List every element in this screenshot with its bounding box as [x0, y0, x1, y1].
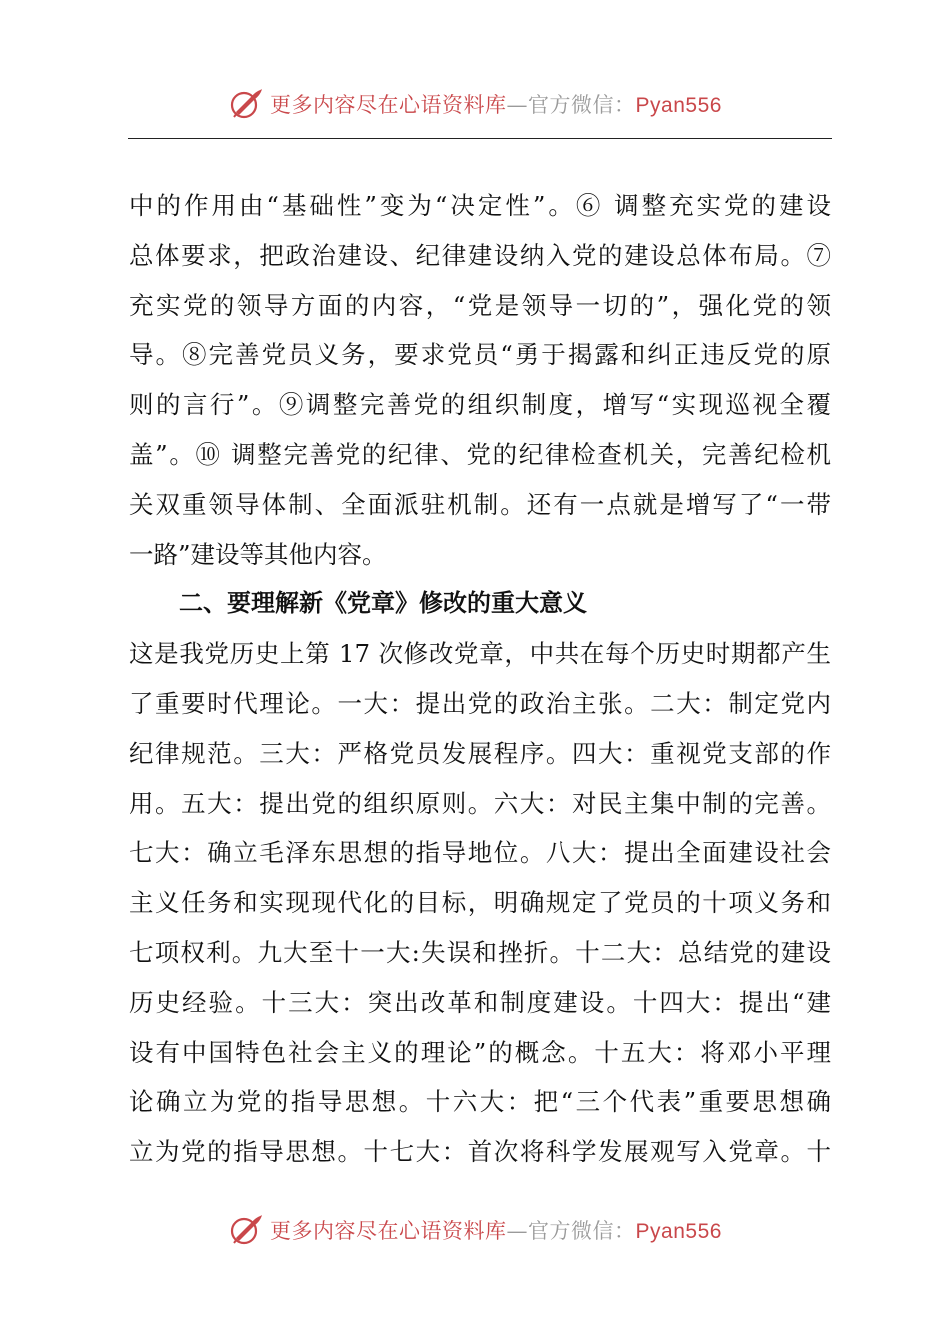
body-line: 纪律规范。三大：严格党员发展程序。四大：重视党支部的作: [129, 738, 831, 768]
quill-pen-logo-icon: [228, 1212, 264, 1248]
header-divider: [128, 138, 832, 139]
banner-wechat-id: Pyan556: [635, 1220, 722, 1243]
header-banner: [0, 84, 950, 124]
banner-wechat-label: 官方微信：: [528, 1219, 636, 1243]
banner-separator: —: [506, 1219, 529, 1243]
body-line: 则的言行”。⑨调整完善党的组织制度，增写“实现巡视全覆: [129, 390, 831, 420]
body-line: 总体要求，把政治建设、纪律建设纳入党的建设总体布局。⑦: [129, 240, 831, 270]
body-line: 设有中国特色社会主义的理论”的概念。十五大：将邓小平理: [129, 1037, 831, 1067]
banner-main-text: 更多内容尽在心语资料库: [270, 1219, 507, 1243]
body-line: 用。五大：提出党的组织原则。六大：对民主集中制的完善。: [129, 788, 831, 818]
quill-pen-logo-icon: [228, 86, 264, 122]
body-line: 盖”。⑩ 调整完善党的纪律、党的纪律检查机关，完善纪检机: [129, 439, 831, 469]
body-line: 立为党的指导思想。十七大：首次将科学发展观写入党章。十: [129, 1137, 831, 1167]
body-line: 充实党的领导方面的内容，“党是领导一切的”，强化党的领: [129, 290, 831, 320]
body-line: 七项权利。九大至十一大:失误和挫折。十二大：总结党的建设: [129, 937, 831, 967]
body-line: 论确立为党的指导思想。十六大：把“三个代表”重要思想确: [129, 1087, 831, 1117]
footer-banner: [0, 1210, 950, 1250]
body-line: 这是我党历史上第 17 次修改党章，中共在每个历史时期都产生: [129, 639, 831, 669]
body-line: 主义任务和实现现代化的目标，明确规定了党员的十项义务和: [129, 888, 831, 918]
section-heading: 二、要理解新《党章》修改的重大意义: [179, 589, 587, 618]
body-line: 导。⑧完善党员义务，要求党员“勇于揭露和纠正违反党的原: [129, 340, 831, 370]
banner-separator: —: [506, 93, 529, 117]
banner-wechat-label: 官方微信：: [528, 93, 636, 117]
body-line: 七大：确立毛泽东思想的指导地位。八大：提出全面建设社会: [129, 838, 831, 868]
body-line: 关双重领导体制、全面派驻机制。还有一点就是增写了“一带: [129, 489, 831, 519]
header-banner-text: [270, 89, 722, 119]
banner-wechat-id: Pyan556: [635, 94, 722, 117]
body-line: 一路”建设等其他内容。: [129, 539, 387, 569]
body-line: 了重要时代理论。一大：提出党的政治主张。二大：制定党内: [129, 688, 831, 718]
banner-main-text: 更多内容尽在心语资料库: [270, 93, 507, 117]
body-line: 历史经验。十三大：突出改革和制度建设。十四大：提出“建: [129, 987, 831, 1017]
document-body: [129, 181, 831, 1177]
footer-banner-text: [270, 1215, 722, 1245]
body-line: 中的作用由“基础性”变为“决定性”。⑥ 调整充实党的建设: [129, 191, 831, 220]
